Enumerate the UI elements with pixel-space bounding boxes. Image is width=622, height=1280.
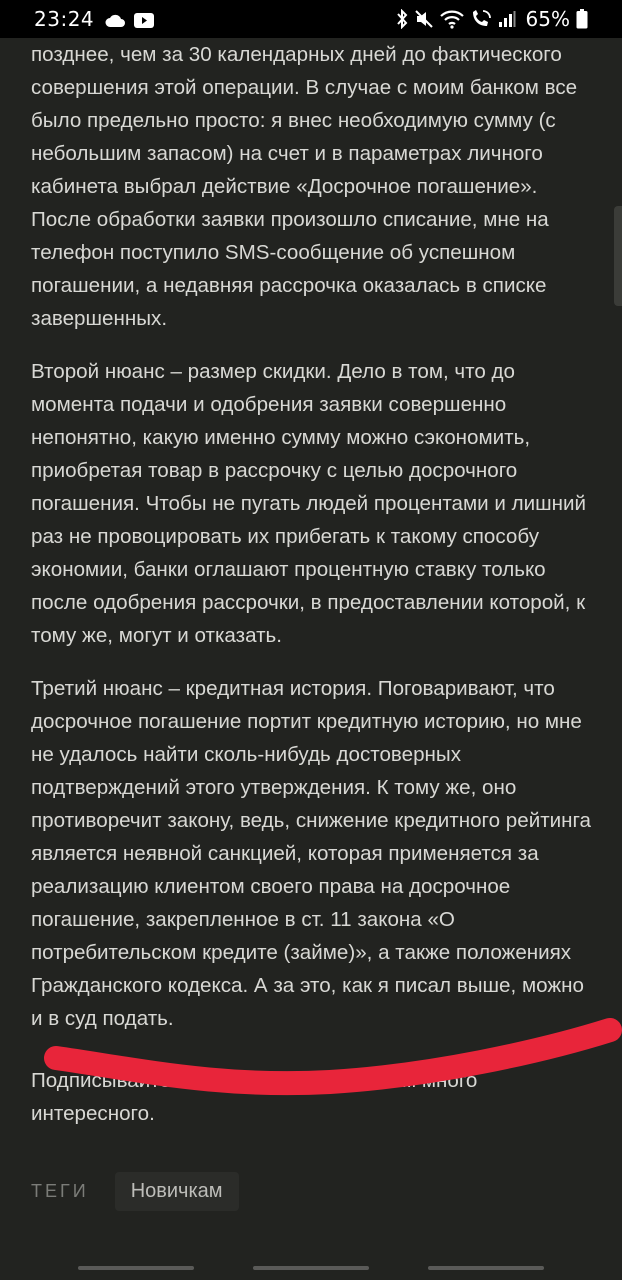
- navigation-bar: [0, 1254, 622, 1280]
- scrollbar-thumb[interactable]: [614, 206, 622, 306]
- zen-link[interactable]: дзен: [323, 1069, 368, 1092]
- article-paragraph-3: Третий нюанс – кредитная история. Поговаривают, что досрочное погашение портит кредитную историю, но мне не удалось найти сколь-нибудь достоверных подтверждений этого утверждения. К тому же, оно противоречит закону, ведь, снижение кредитного рейтинга является неявной санкцией, которая применяется за реализацию клиентом своего права на досрочное погашение, закрепленное в ст. 11 закона «О потребительском кредите (займе)», а также положениях Гражданского кодекса. А за это, как я писал выше, можно и в суд подать.: [31, 677, 592, 1030]
- battery-percent: 65%: [525, 7, 570, 31]
- status-right: [396, 7, 588, 31]
- subscribe-suffix: . Там много интересного.: [31, 1069, 478, 1125]
- nav-handle-center[interactable]: [253, 1266, 369, 1270]
- article-body: [31, 38, 597, 1035]
- youtube-icon: [134, 9, 154, 33]
- mute-icon: [414, 9, 434, 29]
- signal-icon: [498, 10, 516, 28]
- bluetooth-icon: [396, 9, 408, 29]
- tags-section: [31, 1172, 239, 1211]
- status-bar: [0, 0, 622, 38]
- tag-chip[interactable]: Новичкам: [115, 1172, 239, 1211]
- cloud-icon: [104, 9, 126, 33]
- wifi-call-icon: [470, 9, 492, 29]
- nav-handle-left[interactable]: [78, 1266, 194, 1270]
- battery-icon: [576, 9, 588, 29]
- subscribe-prefix: Подписывайтесь: [31, 1069, 192, 1092]
- wifi-icon: [440, 9, 464, 29]
- status-time: 23:24: [34, 7, 95, 31]
- subscribe-text: [31, 1064, 597, 1130]
- article-paragraph-1: позднее, чем за 30 календарных дней до фактического совершения этой операции. В случае с моим банком все было предельно просто: я внес необходимую сумму (с небольшим запасом) на счет и в параметрах личного кабинета выбрал действие «Досрочное погашение». После обработки заявки произошло списание, мне на телефон поступило SMS-сообщение об успешном погашении, а недавняя рассрочка оказалась в списке завершенных.: [31, 43, 578, 330]
- nav-handle-right[interactable]: [428, 1266, 544, 1270]
- status-left-icons: [104, 9, 154, 33]
- article-paragraph-2: Второй нюанс – размер скидки. Дело в том, что до момента подачи и одобрения заявки совершенно непонятно, какую именно сумму можно сэкономить, приобретая товар в рассрочку с целью досрочного погашения. Чтобы не пугать людей процентами и лишний раз не провоцировать их прибегать к такому способу экономии, банки оглашают процентную ставку только после одобрения рассрочки, в предоставлении которой, к тому же, могут и отказать.: [31, 360, 587, 647]
- tags-label: ТЕГИ: [31, 1181, 89, 1201]
